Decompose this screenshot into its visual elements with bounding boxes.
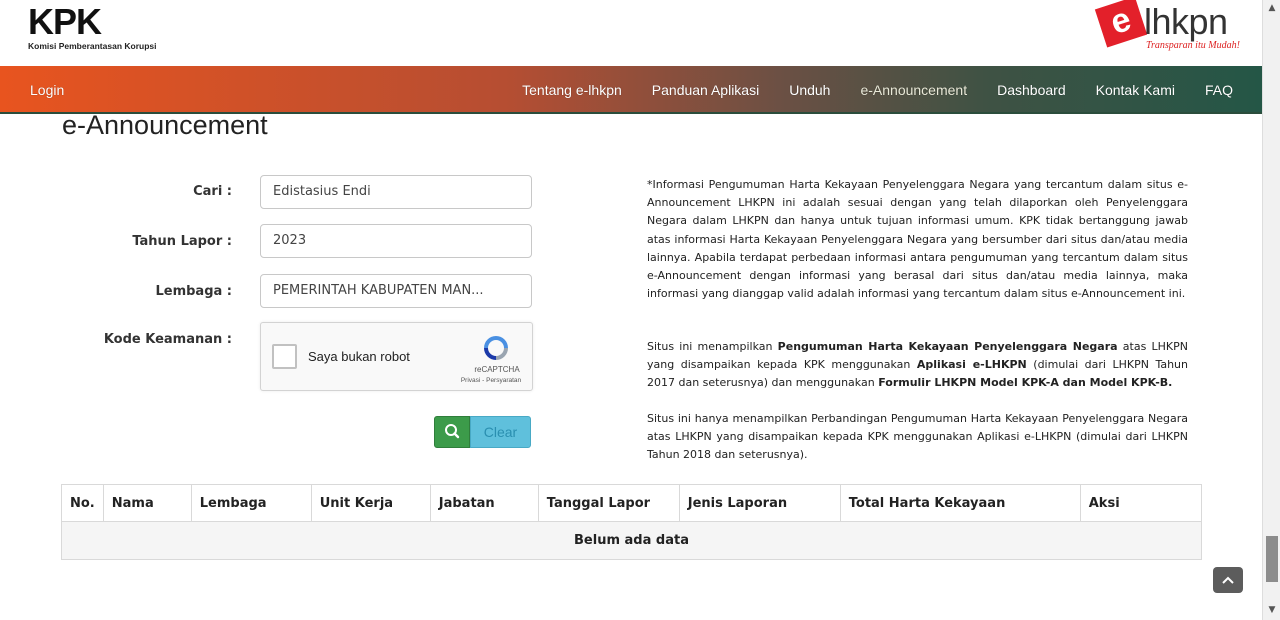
chevron-up-icon bbox=[1213, 567, 1243, 593]
back-to-top-button[interactable] bbox=[1213, 567, 1243, 593]
nav-login[interactable]: Login bbox=[30, 82, 65, 98]
lhkpn-logo-e: e bbox=[1095, 0, 1147, 48]
lembaga-select[interactable]: PEMERINTAH KABUPATEN MAN... bbox=[260, 274, 532, 308]
col-jenis-laporan[interactable]: Jenis Laporan bbox=[679, 485, 840, 522]
col-aksi[interactable]: Aksi bbox=[1080, 485, 1201, 522]
nav-links bbox=[507, 66, 1248, 114]
recaptcha-checkbox[interactable] bbox=[272, 344, 297, 369]
recaptcha-links[interactable]: Privasi - Persyaratan bbox=[460, 377, 522, 384]
info-p2-bold-d: Aplikasi e-LHKPN bbox=[916, 358, 1027, 372]
search-button[interactable] bbox=[434, 416, 470, 448]
lembaga-label: Lembaga : bbox=[155, 284, 232, 299]
scroll-thumb[interactable] bbox=[1266, 536, 1278, 582]
info-paragraph-1: *Informasi Pengumuman Harta Kekayaan Penyelenggara Negara yang tercantum dalam situs e-Announcement LHKPN ini adalah sesuai dengan yang telah dilaporkan oleh Penyelenggara Negara dalam LHKPN dan hanya untuk tujuan informasi umum. KPK tidak bertanggung jawab atas informasi Harta Kekayaan Penyelenggara Negara yang bersumber dari situs dan/atau media lainnya. Apabila terdapat perbedaan informasi antara pengumuman yang tercantum dalam situs e-Announcement dengan informasi yang berasal dari situs dan/atau media lainnya, maka informasi yang dianggap valid adalah informasi yang tercantum dalam situs e-Announcement ini. bbox=[647, 178, 1188, 301]
col-total-harta[interactable]: Total Harta Kekayaan bbox=[840, 485, 1080, 522]
nav-e-announcement[interactable]: e-Announcement bbox=[860, 82, 968, 98]
navbar bbox=[0, 66, 1262, 114]
clear-button[interactable]: Clear bbox=[470, 416, 531, 448]
empty-message: Belum ada data bbox=[62, 522, 1202, 560]
info-p2-text-a: Situs ini menampilkan bbox=[647, 340, 778, 353]
col-unit-kerja[interactable]: Unit Kerja bbox=[311, 485, 430, 522]
announcement-table bbox=[61, 484, 1202, 560]
info-p2-bold-f: Formulir LHKPN Model KPK-A dan Model KPK-B. bbox=[878, 376, 1173, 390]
kpk-logo-subtitle: Komisi Pemberantasan Korupsi bbox=[28, 41, 157, 51]
scroll-down-arrow[interactable]: ▼ bbox=[1268, 605, 1276, 615]
nav-kontak[interactable]: Kontak Kami bbox=[1095, 82, 1175, 98]
recaptcha-brand: reCAPTCHA bbox=[474, 365, 520, 374]
col-jabatan[interactable]: Jabatan bbox=[430, 485, 538, 522]
search-icon bbox=[435, 417, 469, 447]
tahun-input[interactable]: 2023 bbox=[260, 224, 532, 258]
scroll-up-arrow[interactable]: ▲ bbox=[1268, 3, 1276, 13]
info-p2-text-c: atas LHKPN yang disampaikan kepada KPK menggunakan bbox=[647, 340, 1188, 372]
recaptcha-label: Saya bukan robot bbox=[308, 349, 410, 364]
col-nama[interactable]: Nama bbox=[103, 485, 191, 522]
page-title: e-Announcement bbox=[62, 110, 268, 140]
info-p2-bold-b: Pengumuman Harta Kekayaan Penyelenggara Negara bbox=[777, 340, 1118, 353]
info-paragraph-2 bbox=[647, 338, 1188, 393]
nav-unduh[interactable]: Unduh bbox=[789, 82, 831, 98]
kpk-logo[interactable] bbox=[28, 1, 178, 51]
tahun-label: Tahun Lapor : bbox=[132, 234, 232, 249]
nav-faq[interactable]: FAQ bbox=[1204, 82, 1233, 98]
info-paragraph-3: Situs ini hanya menampilkan Perbandingan Pengumuman Harta Kekayaan Penyelenggara Negara atas LHKPN yang disampaikan kepada KPK menggunakan Aplikasi e-LHKPN (dimulai dari LHKPN Tahun 2018 dan seterusnya). bbox=[647, 412, 1188, 462]
lhkpn-logo[interactable] bbox=[1096, 0, 1256, 60]
table-row bbox=[62, 522, 1202, 560]
nav-panduan[interactable]: Panduan Aplikasi bbox=[651, 82, 760, 98]
cari-label: Cari : bbox=[193, 184, 232, 199]
info-p2-text-e: (dimulai dari LHKPN Tahun 2017 dan seterusnya) dan menggunakan bbox=[647, 358, 1189, 390]
nav-dashboard[interactable]: Dashboard bbox=[997, 82, 1066, 98]
col-lembaga[interactable]: Lembaga bbox=[191, 485, 311, 522]
lhkpn-tagline: Transparan itu Mudah! bbox=[1146, 40, 1240, 51]
col-tanggal-lapor[interactable]: Tanggal Lapor bbox=[538, 485, 679, 522]
table-header-row bbox=[62, 485, 1202, 522]
nav-tentang[interactable]: Tentang e-lhkpn bbox=[522, 82, 622, 98]
scrollbar[interactable] bbox=[1262, 0, 1280, 620]
kode-keamanan-label: Kode Keamanan : bbox=[103, 332, 232, 347]
kpk-logo-text: KPK bbox=[28, 1, 102, 42]
recaptcha-widget bbox=[260, 322, 533, 391]
col-no[interactable]: No. bbox=[62, 485, 104, 522]
recaptcha-icon bbox=[481, 333, 511, 363]
lhkpn-logo-text: lhkpn bbox=[1144, 1, 1228, 42]
cari-input[interactable]: Edistasius Endi bbox=[260, 175, 532, 209]
